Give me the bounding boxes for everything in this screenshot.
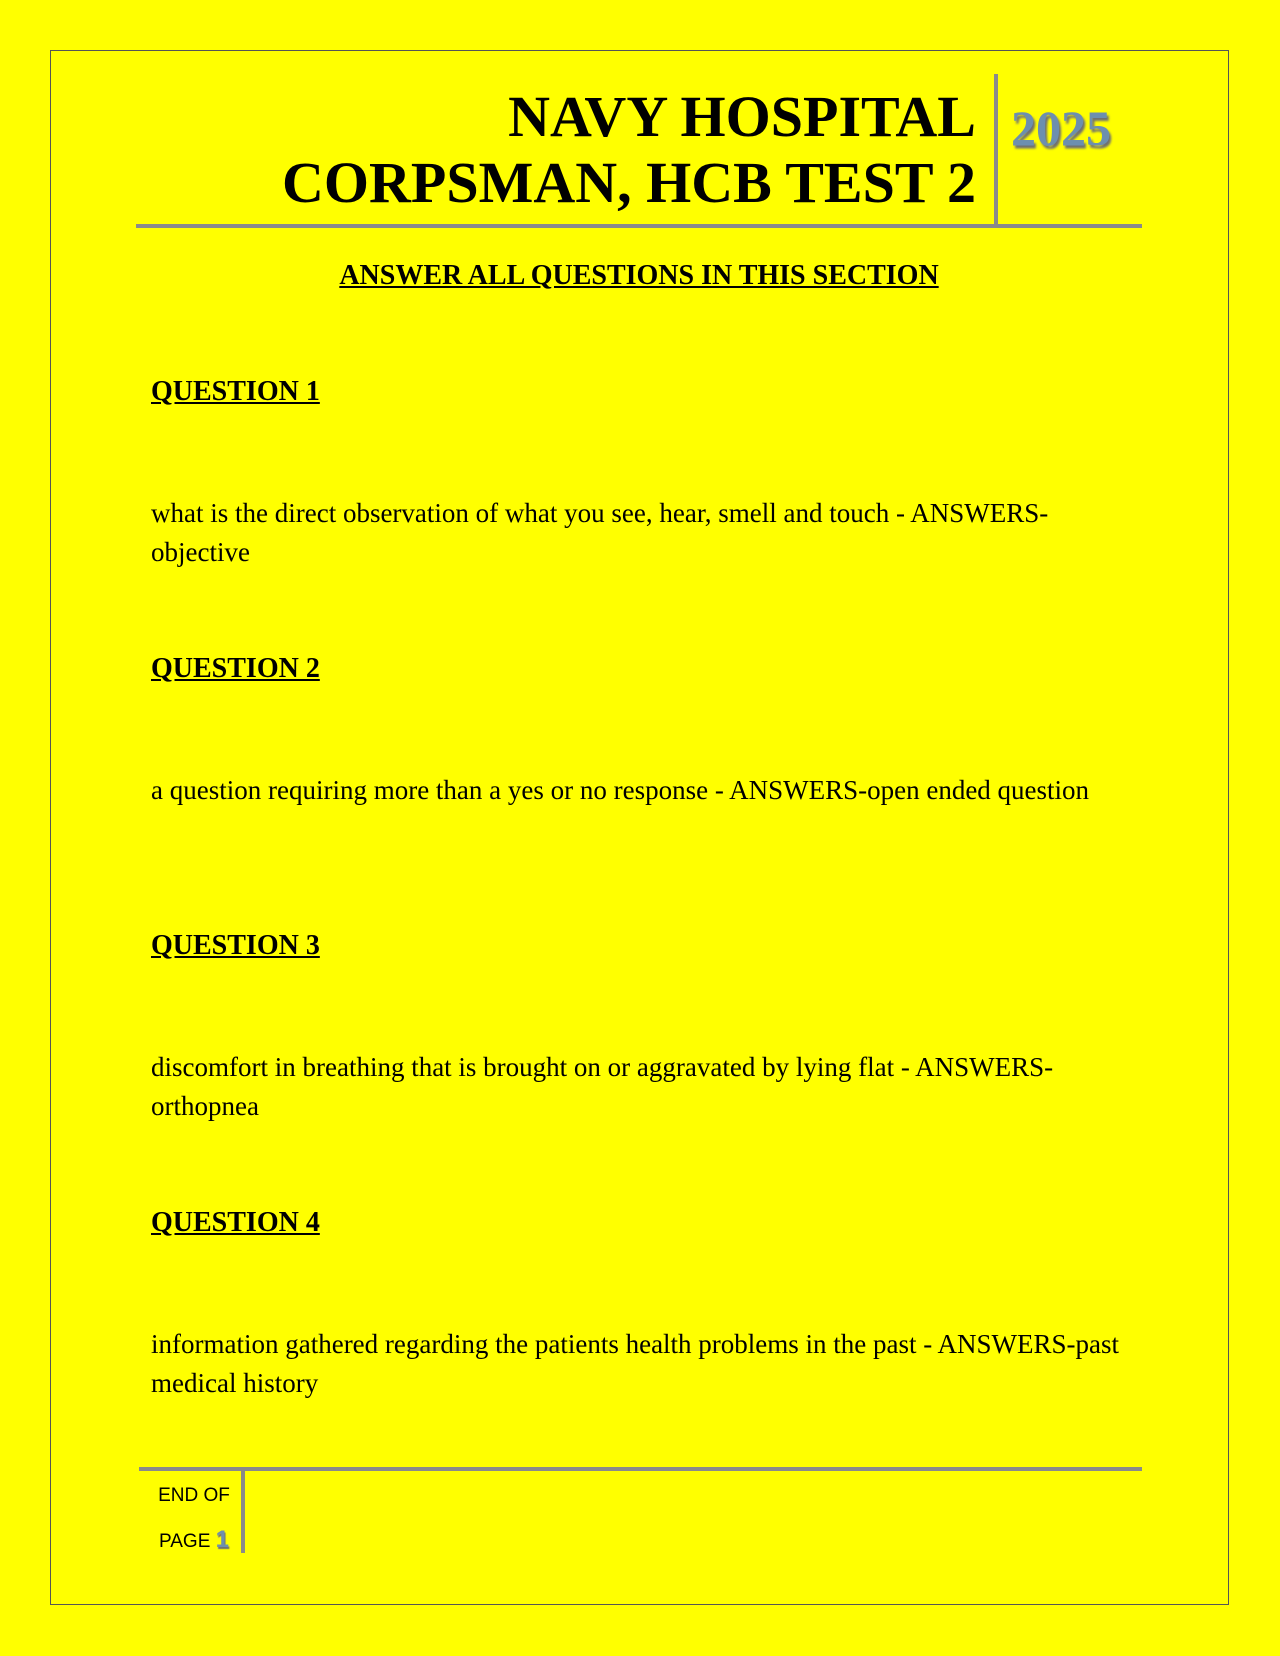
page-number: 1 — [215, 1526, 230, 1553]
question-4-label: QUESTION 4 — [151, 1207, 320, 1238]
footer-page-label: PAGE — [158, 1531, 211, 1552]
year-label: 2025 — [1011, 100, 1111, 156]
question-2-text: a question requiring more than a yes or no response - ANSWERS-open ended question — [151, 775, 1090, 805]
footer-horizontal-rule — [139, 1467, 1142, 1471]
document-title — [156, 84, 976, 216]
footer-end-of-label: END OF — [158, 1485, 230, 1506]
footer-vertical-divider — [241, 1471, 245, 1553]
question-4-text: information gathered regarding the patients health problems in the past - ANSWERS-past medical history — [151, 1329, 1120, 1398]
section-heading: ANSWER ALL QUESTIONS IN THIS SECTION — [339, 260, 939, 291]
question-1-label: QUESTION 1 — [151, 376, 320, 407]
page-footer — [150, 1474, 238, 1564]
header-vertical-divider — [994, 74, 998, 226]
question-1-text: what is the direct observation of what you see, hear, smell and touch - ANSWERS-objective — [151, 498, 1049, 567]
page-header — [136, 74, 1142, 228]
footer-page-line — [150, 1518, 238, 1564]
question-3-text: discomfort in breathing that is brought on or aggravated by lying flat - ANSWERS-orthopnea — [151, 1052, 1054, 1121]
title-line-2: CORPSMAN, HCB TEST 2 — [282, 150, 976, 215]
title-line-1: NAVY HOSPITAL — [508, 84, 976, 149]
question-2-label: QUESTION 2 — [151, 653, 320, 684]
question-3-label: QUESTION 3 — [151, 930, 320, 961]
